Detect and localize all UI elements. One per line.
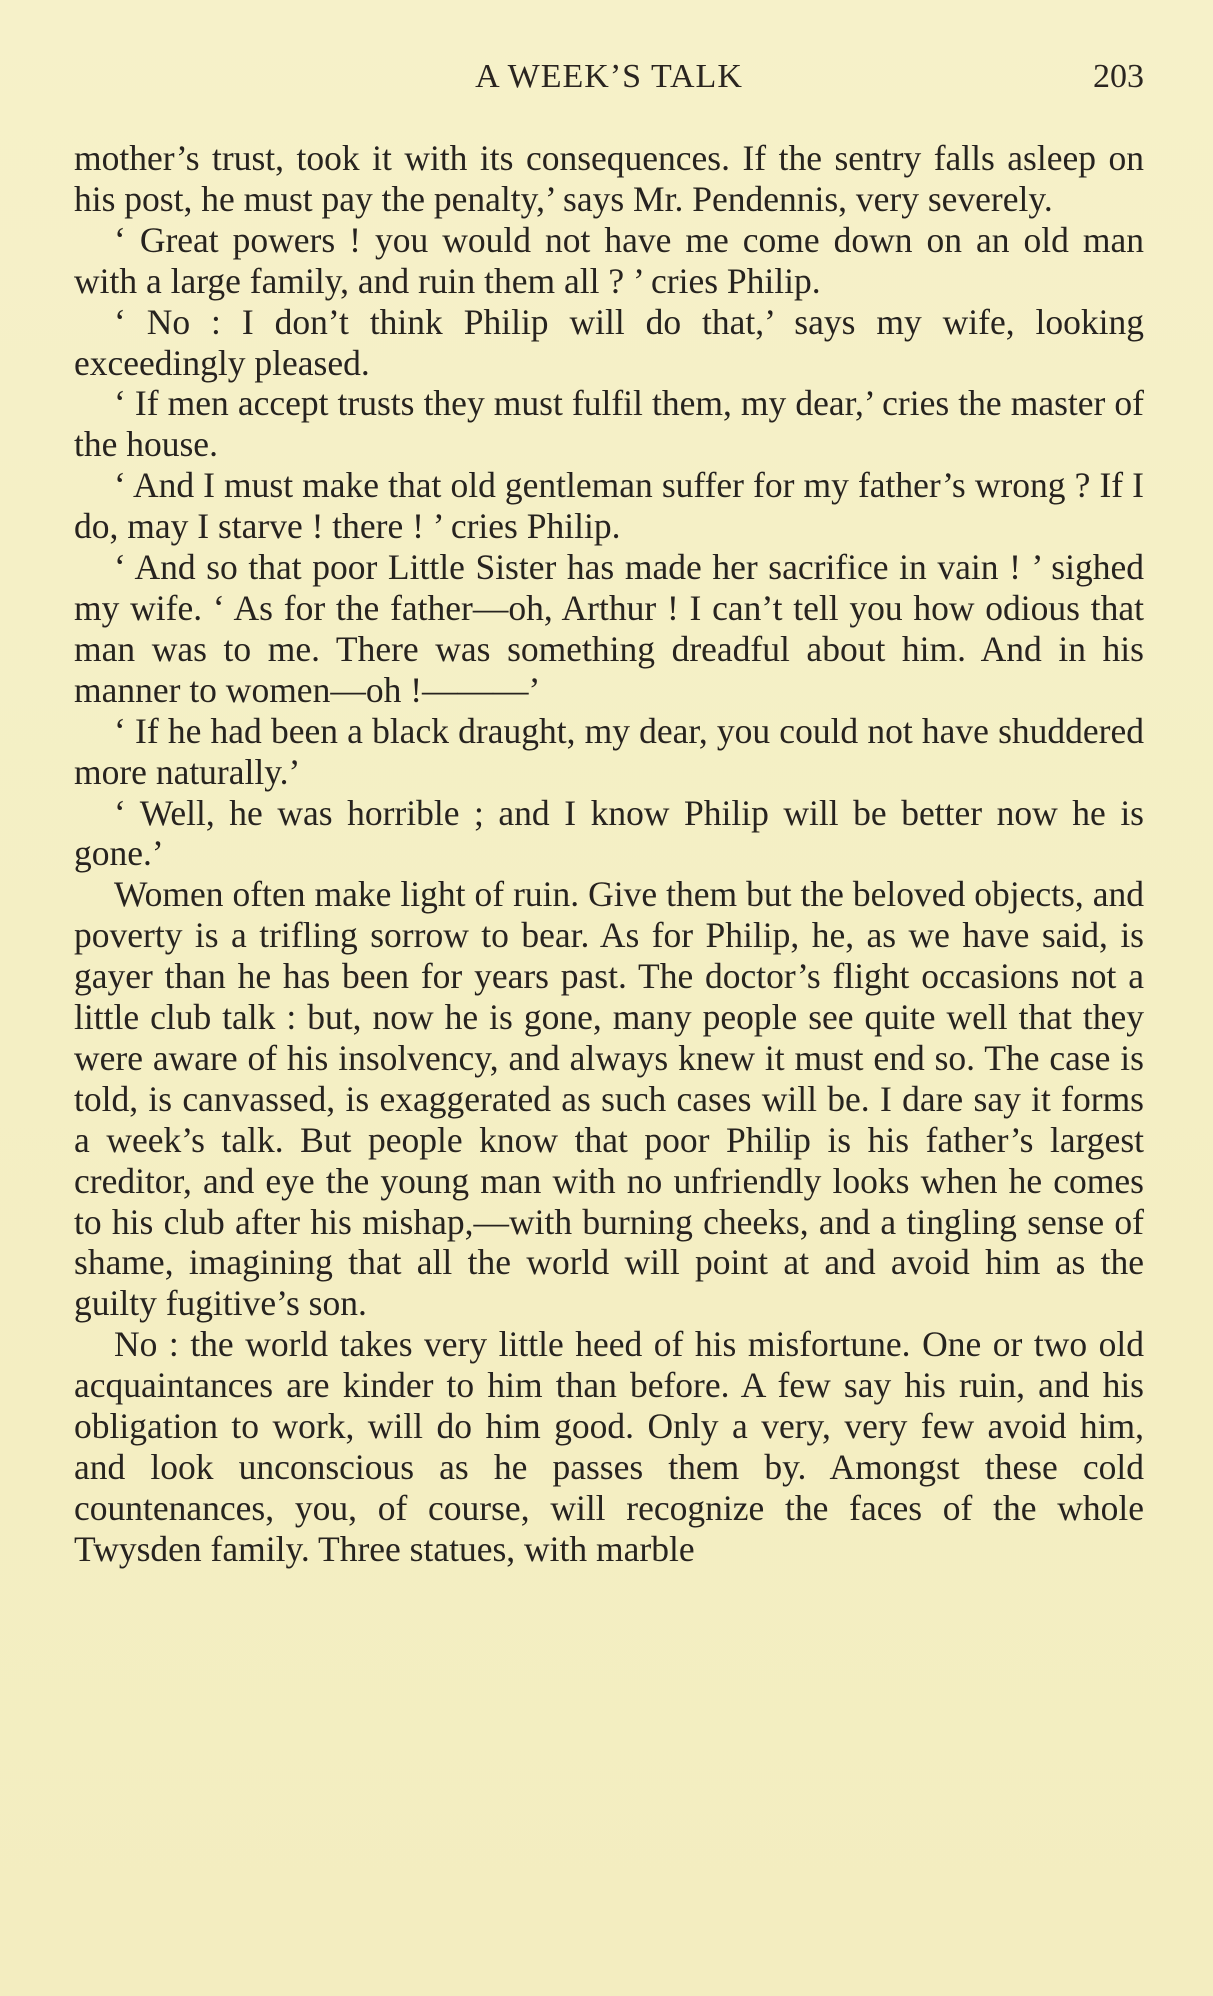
- paragraph: ‘ And I must make that old gentleman suffer for my father’s wrong ? If I do, may I starve ! there ! ’ cries Philip.: [74, 465, 1144, 547]
- paragraph: ‘ Great powers ! you would not have me come down on an old man with a large family, and ruin them all ? ’ cries Philip.: [74, 219, 1144, 301]
- paragraph: ‘ Well, he was horrible ; and I know Philip will be better now he is gone.’: [74, 792, 1144, 874]
- paragraph-continued: mother’s trust, took it with its consequences. If the sentry falls asleep on his post, he must pay the penalty,’ says Mr. Pendennis, very severely.: [74, 138, 1144, 219]
- paragraph: No : the world takes very little heed of his misfortune. One or two old acquaintances are kinder to him than before. A few say his ruin, and his obligation to work, will do him good. Only a very, very few avoid him, and look unconscious as he passes them by. Amongst these cold countenances, you, of course, will recognize the faces of the whole Twysden family. Three statues, with marble: [74, 1324, 1144, 1569]
- paragraph: ‘ If he had been a black draught, my dear, you could not have shuddered more naturally.’: [74, 710, 1144, 792]
- running-title: A WEEK’S TALK: [475, 58, 743, 95]
- body-text: [74, 138, 1144, 1570]
- paragraph: ‘ If men accept trusts they must fulfil them, my dear,’ cries the master of the house.: [74, 383, 1144, 465]
- paragraph: ‘ And so that poor Little Sister has made her sacrifice in vain ! ’ sighed my wife. ‘ As for the father—oh, Arthur ! I can’t tell you how odious that man was to me. There was something dreadful about him. And in his manner to women—oh !———’: [74, 547, 1144, 710]
- paragraph: ‘ No : I don’t think Philip will do that,’ says my wife, looking exceedingly pleased.: [74, 301, 1144, 383]
- running-head: [74, 58, 1144, 106]
- paragraph: Women often make light of ruin. Give them but the beloved objects, and poverty is a trifling sorrow to bear. As for Philip, he, as we have said, is gayer than he has been for years past. The doctor’s flight occasions not a little club talk : but, now he is gone, many people see quite well that they were aware of his insolvency, and always knew it must end so. The case is told, is canvassed, is exaggerated as such cases will be. I dare say it forms a week’s talk. But people know that poor Philip is his father’s largest creditor, and eye the young man with no unfriendly looks when he comes to his club after his mishap,—with burning cheeks, and a tingling sense of shame, imagining that all the world will point at and avoid him as the guilty fugitive’s son.: [74, 874, 1144, 1324]
- page-number: 203: [1093, 58, 1144, 95]
